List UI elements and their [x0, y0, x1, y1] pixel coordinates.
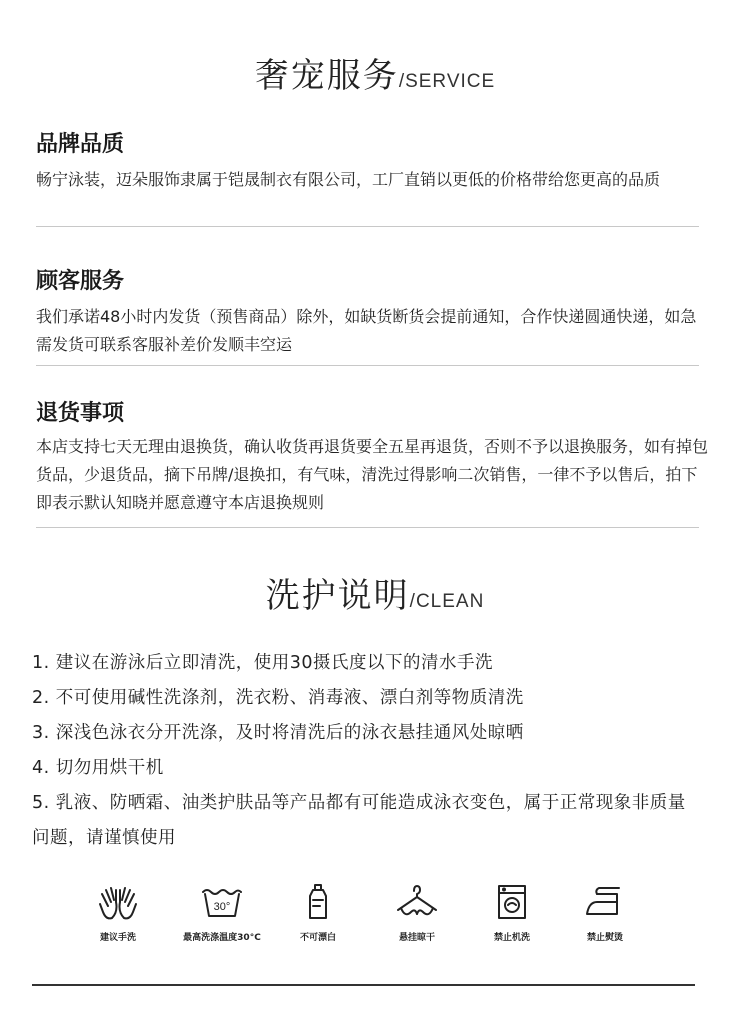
no-machine-wash-icon: [490, 882, 534, 922]
care-symbol-hand-wash: [68, 882, 168, 943]
divider: [36, 365, 699, 366]
care-instruction-item: 5. 乳液、防晒霜、油类护肤品等产品都有可能造成泳衣变色，属于正常现象非质量问题，请谨慎使用: [32, 793, 686, 848]
svg-text:30°: 30°: [213, 901, 231, 913]
clean-heading: [0, 568, 750, 617]
care-label: 不可漂白: [299, 933, 336, 943]
care-instruction-item: 3. 深浅色泳衣分开洗涤，及时将清洗后的泳衣悬挂通风处晾晒: [32, 723, 524, 743]
care-instruction-item: 1. 建议在游泳后立即清洗，使用30摄氏度以下的清水手洗: [32, 653, 494, 673]
no-iron-icon: [583, 882, 627, 922]
service-heading: [0, 48, 750, 97]
care-symbol-no-bleach: [268, 882, 368, 943]
clean-heading-zh: 洗护说明: [265, 576, 410, 616]
section-returns-title: 退货事项: [36, 401, 125, 426]
section-brand-quality-title: 品牌品质: [36, 132, 125, 157]
service-heading-zh: 奢宠服务: [254, 56, 399, 96]
hand-wash-icon: [96, 882, 140, 922]
care-symbol-no-iron: [555, 882, 655, 943]
section-brand-quality-body: 畅宁泳装，迈朵服饰隶属于铠晟制衣有限公司，工厂直销以更低的价格带给您更高的品质: [36, 170, 661, 189]
hang-dry-icon: [395, 882, 439, 922]
no-bleach-icon: [296, 882, 340, 922]
care-label: 最高洗涤温度30°C: [183, 933, 261, 943]
care-symbol-max-temp: [172, 882, 272, 943]
care-symbol-hang-dry: [367, 882, 467, 943]
care-label: 建议手洗: [99, 933, 136, 943]
divider: [36, 226, 699, 227]
section-customer-service-body: 我们承诺48小时内发货（预售商品）除外，如缺货断货会提前通知，合作快递圆通快递，如急需发货可联系客服补差价发顺丰空运: [36, 307, 697, 354]
section-returns-body: 本店支持七天无理由退换货，确认收货再退货要全五星再退货，否则不予以退换服务，如有掉包货品，少退货品，摘下吊牌/退换扣，有气味，清洗过得影响二次销售，一律不予以售后，拍下即表示默认知晓并愿意遵守本店退换规则: [36, 437, 709, 512]
bottom-divider: [32, 984, 695, 986]
service-heading-en: /SERVICE: [398, 71, 496, 92]
care-symbol-no-machine-wash: [462, 882, 562, 943]
divider: [36, 527, 699, 528]
care-label: 禁止机洗: [493, 933, 530, 943]
section-customer-service-title: 顾客服务: [36, 269, 125, 294]
care-label: 禁止熨烫: [586, 933, 623, 943]
max-wash-temp-icon: [200, 882, 244, 922]
care-instruction-item: 4. 切勿用烘干机: [32, 758, 164, 778]
care-instruction-item: 2. 不可使用碱性洗涤剂，洗衣粉、消毒液、漂白剂等物质清洗: [32, 688, 524, 708]
clean-heading-en: /CLEAN: [409, 591, 485, 612]
care-label: 悬挂晾干: [398, 933, 435, 943]
